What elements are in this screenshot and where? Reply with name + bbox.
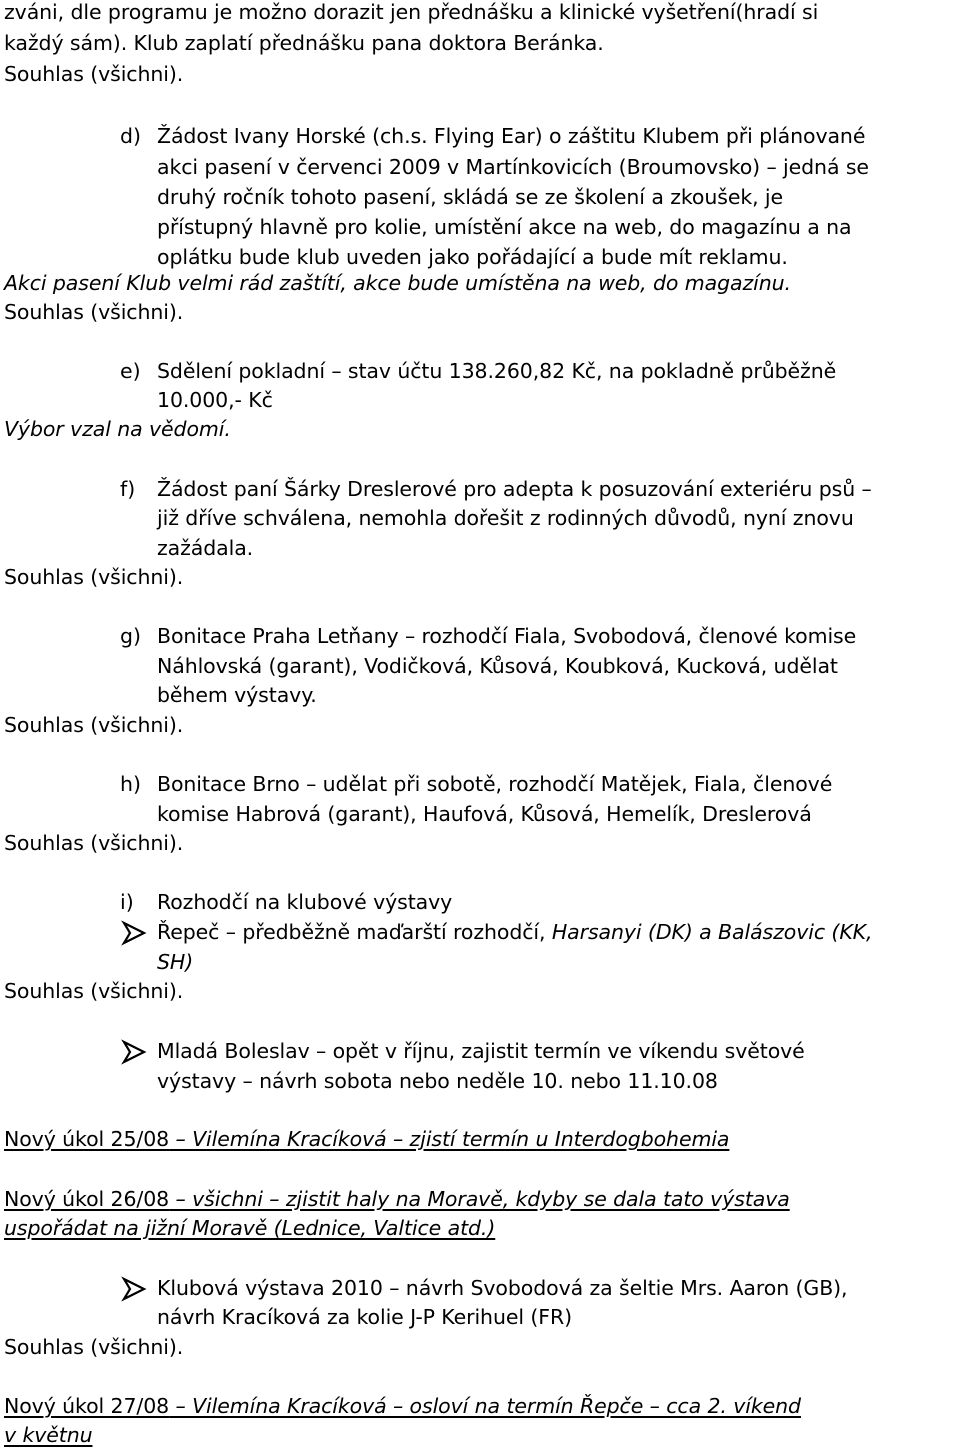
tasks-consent: Souhlas (všichni).	[4, 1335, 184, 1359]
task-26-text: – všichni – zjistit haly na Moravě, kdyby se dala tato výstava	[169, 1187, 790, 1211]
item-g-line-2: Náhlovská (garant), Vodičková, Kůsová, Koubková, Kucková, udělat	[157, 654, 838, 678]
bullet-arrow-icon	[121, 1276, 147, 1302]
item-g-line-3: během výstavy.	[157, 683, 317, 707]
item-h-line-1: Bonitace Brno – udělat při sobotě, rozhodčí Matějek, Fiala, členové	[157, 772, 833, 796]
item-i-consent: Souhlas (všichni).	[4, 979, 184, 1003]
item-d-decision: Akci pasení Klub velmi rád zaštítí, akce bude umístěna na web, do magazínu.	[4, 271, 791, 295]
item-d-line-5: oplátku bude klub uveden jako pořádající a bude mít reklamu.	[157, 245, 788, 269]
item-d-line-3: druhý ročník tohoto pasení, skládá se ze školení a zkoušek, je	[157, 185, 784, 209]
bullet-repec-italic: Harsanyi (DK) a Balászovic (KK,	[551, 920, 873, 944]
task-25	[4, 1124, 729, 1154]
task-27	[4, 1391, 801, 1421]
item-e-line-1: Sdělení pokladní – stav účtu 138.260,82 Kč, na pokladně průběžně	[157, 359, 837, 383]
task-26	[4, 1184, 790, 1214]
item-i-marker: i)	[120, 890, 134, 914]
item-f-line-2: již dříve schválena, nemohla dořešit z rodinných důvodů, nyní znovu	[157, 506, 854, 530]
item-f-line-3: zažádala.	[157, 536, 254, 560]
item-h-consent: Souhlas (všichni).	[4, 831, 184, 855]
bullet-repec-line-1	[157, 917, 872, 947]
bullet-boleslav-line-2: výstavy – návrh sobota nebo neděle 10. nebo 11.10.08	[157, 1069, 718, 1093]
item-d-line-1: Žádost Ivany Horské (ch.s. Flying Ear) o záštitu Klubem při plánované	[157, 124, 866, 148]
intro-consent: Souhlas (všichni).	[4, 62, 184, 86]
item-f-line-1: Žádost paní Šárky Dreslerové pro adepta k posuzování exteriéru psů –	[157, 477, 872, 501]
task-27-label: Nový úkol 27/08	[4, 1394, 170, 1418]
intro-line-1: zváni, dle programu je možno dorazit jen přednášku a klinické vyšetření(hradí si	[4, 0, 819, 24]
bullet-klubova-line-1: Klubová výstava 2010 – návrh Svobodová za šeltie Mrs. Aaron (GB),	[157, 1276, 848, 1300]
item-f-marker: f)	[120, 477, 136, 501]
item-e-line-2: 10.000,- Kč	[157, 388, 273, 412]
item-h-marker: h)	[120, 772, 141, 796]
item-g-marker: g)	[120, 624, 142, 648]
item-d-marker: d)	[120, 124, 142, 148]
item-f-consent: Souhlas (všichni).	[4, 565, 184, 589]
item-i-line-1: Rozhodčí na klubové výstavy	[157, 890, 453, 914]
task-27-text: – Vilemína Kracíková – osloví na termín Řepče – cca 2. víkend	[169, 1394, 801, 1418]
intro-line-2: každý sám). Klub zaplatí přednášku pana doktora Beránka.	[4, 31, 604, 55]
task-26-label: Nový úkol 26/08	[4, 1187, 170, 1211]
bullet-klubova-line-2: návrh Kracíková za kolie J-P Kerihuel (FR)	[157, 1305, 572, 1329]
task-25-label: Nový úkol 25/08	[4, 1127, 170, 1151]
item-d-line-4: přístupný hlavně pro kolie, umístění akce na web, do magazínu a na	[157, 215, 852, 239]
item-d-consent: Souhlas (všichni).	[4, 300, 184, 324]
bullet-repec-normal: Řepeč – předběžně maďarští rozhodčí,	[157, 920, 552, 944]
task-25-text: – Vilemína Kracíková – zjistí termín u Interdogbohemia	[169, 1127, 730, 1151]
item-g-line-1: Bonitace Praha Letňany – rozhodčí Fiala, Svobodová, členové komise	[157, 624, 857, 648]
task-26-line-2: uspořádat na jižní Moravě (Lednice, Valtice atd.)	[4, 1216, 496, 1240]
bullet-arrow-icon	[121, 920, 147, 946]
item-g-consent: Souhlas (všichni).	[4, 713, 184, 737]
item-e-marker: e)	[120, 359, 141, 383]
item-d-line-2: akci pasení v červenci 2009 v Martínkovicích (Broumovsko) – jedná se	[157, 155, 869, 179]
item-h-line-2: komise Habrová (garant), Haufová, Kůsová, Hemelík, Dreslerová	[157, 802, 812, 826]
bullet-arrow-icon	[121, 1039, 147, 1065]
bullet-boleslav-line-1: Mladá Boleslav – opět v říjnu, zajistit termín ve víkendu světové	[157, 1039, 805, 1063]
task-27-line-2: v květnu	[4, 1423, 93, 1447]
bullet-repec-line-2: SH)	[157, 950, 194, 974]
item-e-decision: Výbor vzal na vědomí.	[4, 417, 231, 441]
